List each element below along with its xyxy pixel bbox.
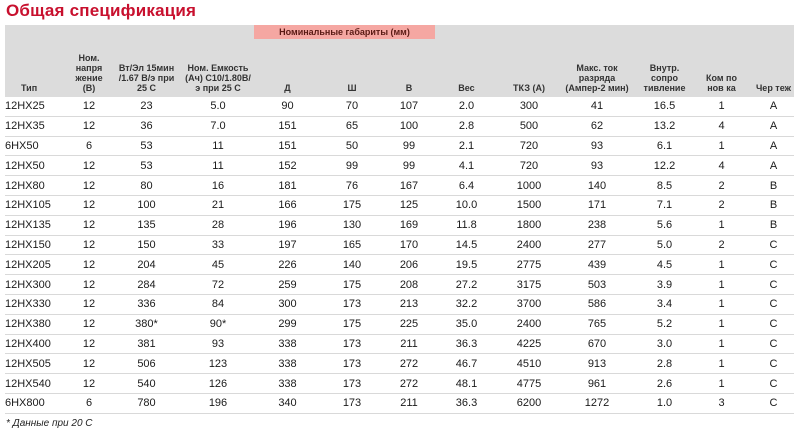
cell-max-discharge: 439: [560, 255, 634, 275]
cell-length: 300: [254, 294, 321, 314]
cell-type: 12HX105: [5, 195, 67, 215]
cell-resistance: 13.2: [634, 116, 695, 136]
table-row: [5, 156, 794, 176]
cell-width: 173: [321, 354, 383, 374]
cell-layout: 1: [695, 314, 748, 334]
cell-max-discharge: 277: [560, 235, 634, 255]
cell-width: 140: [321, 255, 383, 275]
table-row: [5, 255, 794, 275]
cell-resistance: 16.5: [634, 97, 695, 116]
column-header-layout: Ком по нов ка: [695, 39, 748, 97]
cell-capacity: 11: [182, 156, 254, 176]
cell-voltage: 12: [67, 334, 111, 354]
table-body: [5, 97, 794, 413]
cell-voltage: 6: [67, 393, 111, 413]
cell-drawing: C: [748, 314, 794, 334]
group-header-spacer: [435, 25, 794, 39]
cell-layout: 1: [695, 354, 748, 374]
cell-weight: 4.1: [435, 156, 498, 176]
cell-power: 36: [111, 116, 182, 136]
cell-power: 284: [111, 275, 182, 295]
cell-power: 150: [111, 235, 182, 255]
cell-width: 99: [321, 156, 383, 176]
cell-voltage: 12: [67, 97, 111, 116]
cell-width: 173: [321, 294, 383, 314]
cell-height: 272: [383, 354, 435, 374]
cell-length: 166: [254, 195, 321, 215]
table-row: [5, 136, 794, 156]
column-header-drawing: Чер теж: [748, 39, 794, 97]
cell-weight: 2.8: [435, 116, 498, 136]
cell-type: 12HX35: [5, 116, 67, 136]
group-header-row: [5, 25, 794, 39]
cell-type: 12HX300: [5, 275, 67, 295]
cell-max-discharge: 586: [560, 294, 634, 314]
cell-length: 197: [254, 235, 321, 255]
cell-power: 53: [111, 156, 182, 176]
cell-length: 152: [254, 156, 321, 176]
cell-voltage: 12: [67, 354, 111, 374]
cell-height: 169: [383, 215, 435, 235]
cell-height: 211: [383, 334, 435, 354]
cell-weight: 48.1: [435, 374, 498, 394]
specification-table: [5, 25, 794, 414]
cell-resistance: 3.4: [634, 294, 695, 314]
table-row: [5, 116, 794, 136]
cell-layout: 3: [695, 393, 748, 413]
dimensions-group-header: Номинальные габариты (мм): [254, 25, 435, 39]
cell-height: 99: [383, 156, 435, 176]
cell-resistance: 7.1: [634, 195, 695, 215]
cell-capacity: 28: [182, 215, 254, 235]
cell-short-circuit: 2400: [498, 314, 560, 334]
cell-capacity: 123: [182, 354, 254, 374]
cell-max-discharge: 1272: [560, 393, 634, 413]
cell-type: 6HX50: [5, 136, 67, 156]
column-header-type: Тип: [5, 39, 67, 97]
cell-drawing: B: [748, 176, 794, 196]
cell-power: 100: [111, 195, 182, 215]
cell-power: 80: [111, 176, 182, 196]
cell-weight: 11.8: [435, 215, 498, 235]
cell-capacity: 84: [182, 294, 254, 314]
cell-drawing: C: [748, 354, 794, 374]
cell-weight: 6.4: [435, 176, 498, 196]
cell-power: 540: [111, 374, 182, 394]
cell-resistance: 1.0: [634, 393, 695, 413]
cell-layout: 4: [695, 156, 748, 176]
cell-layout: 2: [695, 176, 748, 196]
cell-drawing: C: [748, 255, 794, 275]
table-row: [5, 334, 794, 354]
cell-max-discharge: 62: [560, 116, 634, 136]
cell-width: 65: [321, 116, 383, 136]
cell-width: 70: [321, 97, 383, 116]
cell-length: 338: [254, 354, 321, 374]
column-header-length: Д: [254, 39, 321, 97]
cell-max-discharge: 961: [560, 374, 634, 394]
cell-weight: 32.2: [435, 294, 498, 314]
cell-capacity: 5.0: [182, 97, 254, 116]
cell-max-discharge: 93: [560, 136, 634, 156]
cell-power: 506: [111, 354, 182, 374]
table-row: [5, 235, 794, 255]
cell-voltage: 12: [67, 235, 111, 255]
cell-weight: 36.3: [435, 393, 498, 413]
cell-length: 299: [254, 314, 321, 334]
cell-capacity: 16: [182, 176, 254, 196]
cell-short-circuit: 3175: [498, 275, 560, 295]
cell-short-circuit: 4225: [498, 334, 560, 354]
cell-drawing: C: [748, 235, 794, 255]
cell-power: 780: [111, 393, 182, 413]
table-row: [5, 275, 794, 295]
cell-voltage: 12: [67, 255, 111, 275]
cell-max-discharge: 140: [560, 176, 634, 196]
cell-length: 196: [254, 215, 321, 235]
cell-short-circuit: 2400: [498, 235, 560, 255]
cell-power: 23: [111, 97, 182, 116]
cell-drawing: C: [748, 294, 794, 314]
cell-width: 175: [321, 275, 383, 295]
cell-resistance: 2.6: [634, 374, 695, 394]
cell-layout: 2: [695, 235, 748, 255]
cell-height: 213: [383, 294, 435, 314]
cell-weight: 19.5: [435, 255, 498, 275]
cell-type: 12HX380: [5, 314, 67, 334]
cell-short-circuit: 4775: [498, 374, 560, 394]
cell-resistance: 4.5: [634, 255, 695, 275]
cell-voltage: 12: [67, 294, 111, 314]
column-header-width: Ш: [321, 39, 383, 97]
cell-type: 12HX205: [5, 255, 67, 275]
cell-short-circuit: 720: [498, 156, 560, 176]
table-row: [5, 215, 794, 235]
cell-resistance: 3.0: [634, 334, 695, 354]
table-row: [5, 314, 794, 334]
cell-short-circuit: 3700: [498, 294, 560, 314]
cell-max-discharge: 171: [560, 195, 634, 215]
cell-width: 175: [321, 314, 383, 334]
cell-layout: 1: [695, 294, 748, 314]
cell-short-circuit: 6200: [498, 393, 560, 413]
column-header-capacity: Ном. Емкость (Ач) С10/1.80В/э при 25 С: [182, 39, 254, 97]
cell-type: 12HX80: [5, 176, 67, 196]
cell-capacity: 33: [182, 235, 254, 255]
cell-layout: 1: [695, 136, 748, 156]
table-row: [5, 374, 794, 394]
cell-voltage: 12: [67, 275, 111, 295]
cell-drawing: A: [748, 116, 794, 136]
column-header-row: [5, 39, 794, 97]
cell-resistance: 5.0: [634, 235, 695, 255]
cell-layout: 1: [695, 334, 748, 354]
cell-max-discharge: 765: [560, 314, 634, 334]
cell-resistance: 12.2: [634, 156, 695, 176]
cell-length: 151: [254, 116, 321, 136]
cell-voltage: 12: [67, 215, 111, 235]
column-header-weight: Вес: [435, 39, 498, 97]
cell-short-circuit: 1500: [498, 195, 560, 215]
cell-drawing: A: [748, 156, 794, 176]
cell-height: 100: [383, 116, 435, 136]
cell-length: 340: [254, 393, 321, 413]
cell-weight: 2.0: [435, 97, 498, 116]
cell-layout: 1: [695, 97, 748, 116]
cell-type: 12HX135: [5, 215, 67, 235]
cell-length: 181: [254, 176, 321, 196]
cell-length: 259: [254, 275, 321, 295]
cell-layout: 1: [695, 215, 748, 235]
cell-capacity: 196: [182, 393, 254, 413]
cell-max-discharge: 93: [560, 156, 634, 176]
cell-length: 226: [254, 255, 321, 275]
cell-max-discharge: 41: [560, 97, 634, 116]
cell-type: 6HX800: [5, 393, 67, 413]
group-header-spacer: [5, 25, 254, 39]
cell-width: 173: [321, 374, 383, 394]
cell-height: 225: [383, 314, 435, 334]
cell-length: 90: [254, 97, 321, 116]
cell-drawing: C: [748, 393, 794, 413]
column-header-max-discharge: Макс. ток разряда (Ампер-2 мин): [560, 39, 634, 97]
column-header-power: Вт/Эл 15мин /1.67 В/э при 25 С: [111, 39, 182, 97]
cell-power: 336: [111, 294, 182, 314]
column-header-resistance: Внутр. сопро тивление: [634, 39, 695, 97]
cell-type: 12HX25: [5, 97, 67, 116]
cell-length: 151: [254, 136, 321, 156]
table-row: [5, 393, 794, 413]
cell-voltage: 12: [67, 314, 111, 334]
cell-length: 338: [254, 334, 321, 354]
cell-short-circuit: 1800: [498, 215, 560, 235]
cell-type: 12HX505: [5, 354, 67, 374]
cell-height: 272: [383, 374, 435, 394]
cell-type: 12HX400: [5, 334, 67, 354]
cell-voltage: 12: [67, 195, 111, 215]
cell-short-circuit: 300: [498, 97, 560, 116]
cell-height: 167: [383, 176, 435, 196]
cell-layout: 1: [695, 255, 748, 275]
cell-height: 206: [383, 255, 435, 275]
cell-short-circuit: 2775: [498, 255, 560, 275]
cell-power: 204: [111, 255, 182, 275]
cell-power: 135: [111, 215, 182, 235]
cell-resistance: 8.5: [634, 176, 695, 196]
cell-height: 125: [383, 195, 435, 215]
cell-max-discharge: 503: [560, 275, 634, 295]
cell-height: 107: [383, 97, 435, 116]
cell-weight: 10.0: [435, 195, 498, 215]
cell-width: 173: [321, 393, 383, 413]
table-row: [5, 97, 794, 116]
cell-type: 12HX150: [5, 235, 67, 255]
cell-max-discharge: 670: [560, 334, 634, 354]
cell-capacity: 11: [182, 136, 254, 156]
cell-capacity: 72: [182, 275, 254, 295]
cell-weight: 27.2: [435, 275, 498, 295]
cell-type: 12HX330: [5, 294, 67, 314]
cell-voltage: 12: [67, 116, 111, 136]
cell-width: 165: [321, 235, 383, 255]
cell-capacity: 21: [182, 195, 254, 215]
cell-type: 12HX540: [5, 374, 67, 394]
cell-capacity: 93: [182, 334, 254, 354]
cell-layout: 1: [695, 374, 748, 394]
table-row: [5, 354, 794, 374]
cell-weight: 46.7: [435, 354, 498, 374]
cell-height: 211: [383, 393, 435, 413]
cell-resistance: 6.1: [634, 136, 695, 156]
cell-layout: 2: [695, 195, 748, 215]
cell-max-discharge: 913: [560, 354, 634, 374]
cell-weight: 2.1: [435, 136, 498, 156]
cell-short-circuit: 4510: [498, 354, 560, 374]
cell-short-circuit: 1000: [498, 176, 560, 196]
cell-short-circuit: 500: [498, 116, 560, 136]
cell-power: 380*: [111, 314, 182, 334]
cell-length: 338: [254, 374, 321, 394]
page-title: Общая спецификация: [6, 1, 197, 20]
cell-voltage: 12: [67, 156, 111, 176]
cell-resistance: 5.6: [634, 215, 695, 235]
cell-resistance: 2.8: [634, 354, 695, 374]
cell-max-discharge: 238: [560, 215, 634, 235]
table-row: [5, 195, 794, 215]
cell-voltage: 12: [67, 176, 111, 196]
cell-power: 53: [111, 136, 182, 156]
cell-width: 130: [321, 215, 383, 235]
cell-resistance: 3.9: [634, 275, 695, 295]
cell-drawing: A: [748, 97, 794, 116]
cell-capacity: 126: [182, 374, 254, 394]
cell-drawing: B: [748, 215, 794, 235]
cell-weight: 36.3: [435, 334, 498, 354]
cell-capacity: 90*: [182, 314, 254, 334]
cell-layout: 1: [695, 275, 748, 295]
cell-drawing: C: [748, 275, 794, 295]
cell-height: 99: [383, 136, 435, 156]
cell-capacity: 7.0: [182, 116, 254, 136]
cell-type: 12HX50: [5, 156, 67, 176]
cell-short-circuit: 720: [498, 136, 560, 156]
cell-height: 170: [383, 235, 435, 255]
cell-width: 76: [321, 176, 383, 196]
column-header-voltage: Ном. напря жение (В): [67, 39, 111, 97]
cell-drawing: C: [748, 374, 794, 394]
cell-voltage: 12: [67, 374, 111, 394]
cell-height: 208: [383, 275, 435, 295]
cell-weight: 35.0: [435, 314, 498, 334]
cell-width: 50: [321, 136, 383, 156]
cell-resistance: 5.2: [634, 314, 695, 334]
cell-width: 173: [321, 334, 383, 354]
table-row: [5, 294, 794, 314]
column-header-height: В: [383, 39, 435, 97]
column-header-short-circuit: ТКЗ (А): [498, 39, 560, 97]
cell-drawing: C: [748, 334, 794, 354]
cell-drawing: A: [748, 136, 794, 156]
cell-width: 175: [321, 195, 383, 215]
cell-drawing: B: [748, 195, 794, 215]
cell-layout: 4: [695, 116, 748, 136]
footnote: * Данные при 20 С: [6, 418, 93, 429]
cell-capacity: 45: [182, 255, 254, 275]
cell-weight: 14.5: [435, 235, 498, 255]
cell-power: 381: [111, 334, 182, 354]
cell-voltage: 6: [67, 136, 111, 156]
table-row: [5, 176, 794, 196]
